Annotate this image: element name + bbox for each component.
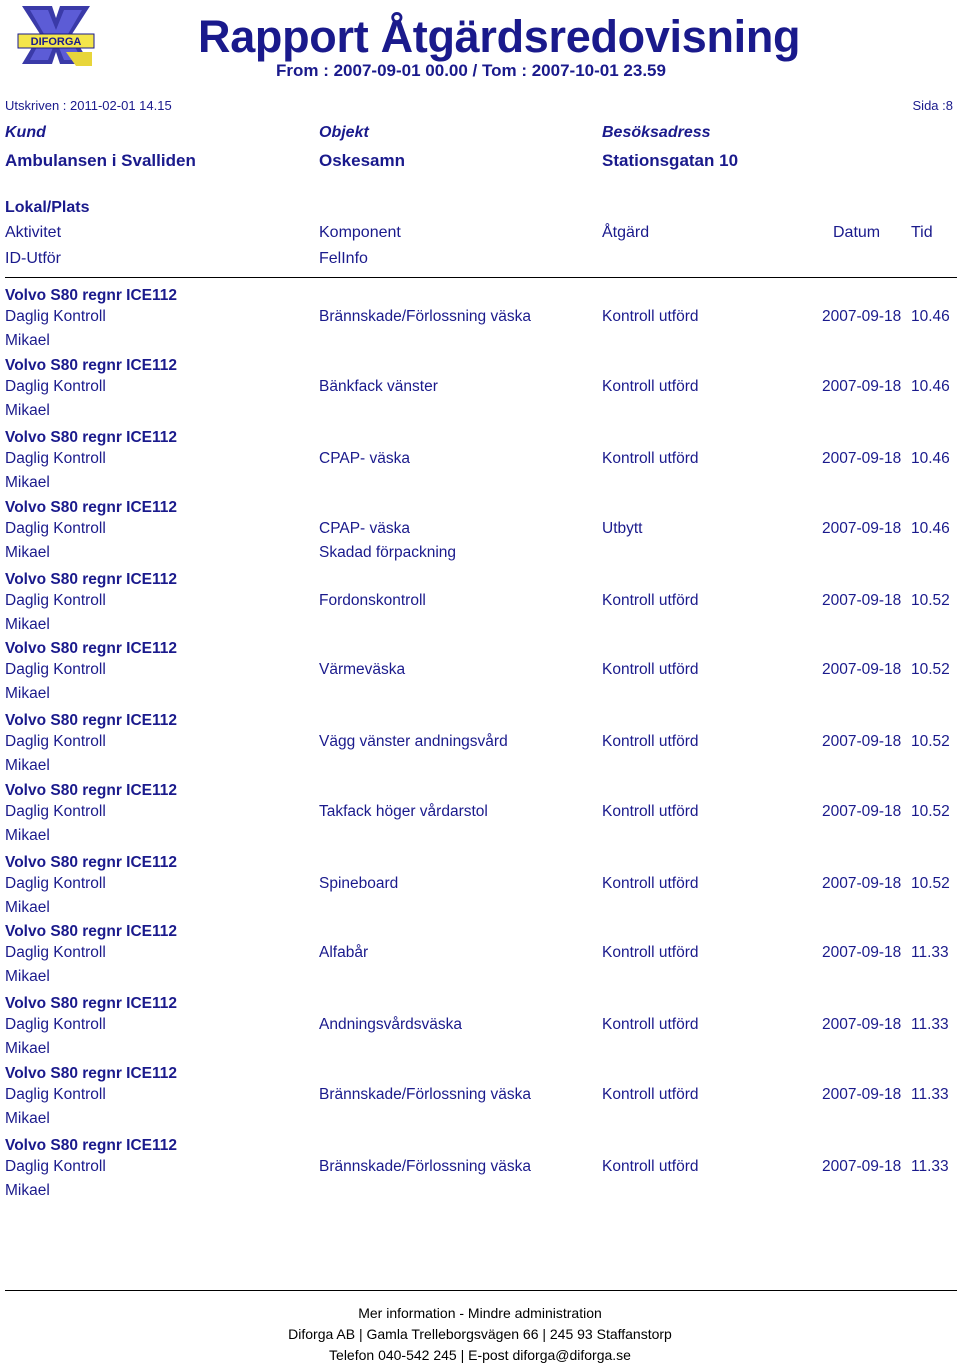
entry-component: Värmeväska (319, 661, 406, 678)
entry-time: 10.46 (911, 520, 950, 537)
list-item (0, 1066, 960, 1136)
entry-object: Volvo S80 regnr ICE112 (5, 499, 178, 516)
entry-component: Spineboard (319, 875, 399, 892)
entry-action: Kontroll utförd (602, 661, 699, 678)
entry-activity: Daglig Kontroll (5, 875, 106, 892)
entry-activity: Daglig Kontroll (5, 803, 106, 820)
list-item (0, 430, 960, 500)
list-item (0, 500, 960, 570)
entry-performer: Mikael (5, 757, 50, 774)
entry-date: 2007-09-18 (822, 450, 902, 467)
entry-fault-info: Skadad förpackning (319, 544, 457, 561)
entry-performer: Mikael (5, 544, 50, 561)
adress-label: Besöksadress (602, 124, 711, 141)
entry-time: 10.46 (911, 378, 950, 395)
entry-activity: Daglig Kontroll (5, 450, 106, 467)
list-item (0, 924, 960, 994)
entry-time: 11.33 (911, 1016, 949, 1033)
entry-activity: Daglig Kontroll (5, 308, 106, 325)
entry-date: 2007-09-18 (822, 944, 902, 961)
entry-performer: Mikael (5, 1110, 50, 1127)
footer-contact: Telefon 040-542 245 | E-post diforga@diforga.se (329, 1347, 631, 1363)
entry-action: Utbytt (602, 520, 643, 537)
entry-performer: Mikael (5, 332, 50, 349)
entry-time: 10.46 (911, 450, 950, 467)
entry-activity: Daglig Kontroll (5, 378, 106, 395)
entry-activity: Daglig Kontroll (5, 1158, 106, 1175)
entry-activity: Daglig Kontroll (5, 1016, 106, 1033)
list-item (0, 572, 960, 642)
objekt-label: Objekt (319, 124, 369, 141)
entry-action: Kontroll utförd (602, 450, 699, 467)
report-title: Rapport Åtgärdsredovisning (198, 11, 801, 62)
column-header-komponent: Komponent (319, 224, 401, 241)
footer-address: Diforga AB | Gamla Trelleborgsvägen 66 | 245 93 Staffanstorp (288, 1326, 672, 1342)
entry-performer: Mikael (5, 474, 50, 491)
entry-date: 2007-09-18 (822, 308, 902, 325)
entry-component: Brännskade/Förlossning väska (319, 1158, 531, 1175)
entry-performer: Mikael (5, 616, 50, 633)
entry-activity: Daglig Kontroll (5, 520, 106, 537)
entry-time: 10.52 (911, 803, 950, 820)
entry-performer: Mikael (5, 1182, 50, 1199)
entry-date: 2007-09-18 (822, 875, 902, 892)
entry-component: Brännskade/Förlossning väska (319, 308, 531, 325)
entry-action: Kontroll utförd (602, 378, 699, 395)
entry-object: Volvo S80 regnr ICE112 (5, 571, 178, 588)
entry-time: 10.52 (911, 733, 950, 750)
entry-time: 11.33 (911, 1086, 949, 1103)
column-header-datum: Datum (833, 224, 881, 241)
entry-object: Volvo S80 regnr ICE112 (5, 712, 178, 729)
report-period: From : 2007-09-01 00.00 / Tom : 2007-10-01 23.59 (276, 61, 666, 80)
list-item (0, 783, 960, 853)
entry-object: Volvo S80 regnr ICE112 (5, 1065, 178, 1082)
entry-date: 2007-09-18 (822, 733, 902, 750)
entry-performer: Mikael (5, 685, 50, 702)
entry-object: Volvo S80 regnr ICE112 (5, 782, 178, 799)
entry-activity: Daglig Kontroll (5, 944, 106, 961)
column-header-aktivitet: Aktivitet (5, 224, 62, 241)
list-item (0, 288, 960, 358)
entry-performer: Mikael (5, 402, 50, 419)
entry-time: 10.52 (911, 592, 950, 609)
entry-performer: Mikael (5, 1040, 50, 1057)
entry-date: 2007-09-18 (822, 1016, 902, 1033)
column-header-atgard: Åtgärd (602, 224, 650, 241)
entry-date: 2007-09-18 (822, 803, 902, 820)
entry-date: 2007-09-18 (822, 1158, 902, 1175)
entry-object: Volvo S80 regnr ICE112 (5, 640, 178, 657)
entry-action: Kontroll utförd (602, 1016, 699, 1033)
page-number: Sida :8 (912, 98, 953, 113)
entry-time: 11.33 (911, 944, 949, 961)
footer-tagline: Mer information - Mindre administration (358, 1305, 602, 1321)
entry-performer: Mikael (5, 827, 50, 844)
entry-action: Kontroll utförd (602, 1158, 699, 1175)
footer-divider (5, 1290, 957, 1291)
entry-action: Kontroll utförd (602, 733, 699, 750)
printed-timestamp: Utskriven : 2011-02-01 14.15 (5, 98, 172, 113)
entry-object: Volvo S80 regnr ICE112 (5, 1137, 178, 1154)
entry-component: Takfack höger vårdarstol (319, 803, 488, 820)
entry-action: Kontroll utförd (602, 308, 699, 325)
logo-text: DIFORGA (30, 36, 82, 48)
adress-value: Stationsgatan 10 (602, 151, 739, 170)
entry-object: Volvo S80 regnr ICE112 (5, 995, 178, 1012)
entry-activity: Daglig Kontroll (5, 1086, 106, 1103)
list-item (0, 358, 960, 428)
entry-date: 2007-09-18 (822, 378, 902, 395)
entry-component: Vägg vänster andningsvård (319, 733, 508, 750)
entry-action: Kontroll utförd (602, 875, 699, 892)
entry-object: Volvo S80 regnr ICE112 (5, 287, 178, 304)
entry-time: 10.46 (911, 308, 950, 325)
entry-date: 2007-09-18 (822, 1086, 902, 1103)
list-item (0, 855, 960, 925)
entry-component: CPAP- väska (319, 450, 411, 467)
entry-date: 2007-09-18 (822, 661, 902, 678)
entry-object: Volvo S80 regnr ICE112 (5, 357, 178, 374)
entry-action: Kontroll utförd (602, 803, 699, 820)
entry-component: CPAP- väska (319, 520, 411, 537)
entry-time: 10.52 (911, 661, 950, 678)
entry-performer: Mikael (5, 899, 50, 916)
entry-action: Kontroll utförd (602, 592, 699, 609)
entry-activity: Daglig Kontroll (5, 592, 106, 609)
column-header-lokal: Lokal/Plats (5, 199, 90, 216)
column-header-tid: Tid (911, 224, 933, 241)
column-header-id-utfor: ID-Utför (5, 250, 61, 267)
column-header-felinfo: FelInfo (319, 250, 368, 267)
entry-performer: Mikael (5, 968, 50, 985)
list-item (0, 1138, 960, 1208)
list-item (0, 641, 960, 711)
entry-object: Volvo S80 regnr ICE112 (5, 854, 178, 871)
entry-component: Fordonskontroll (319, 592, 426, 609)
entry-time: 10.52 (911, 875, 950, 892)
kund-label: Kund (5, 124, 46, 141)
entry-action: Kontroll utförd (602, 1086, 699, 1103)
entry-component: Bänkfack vänster (319, 378, 438, 395)
entry-time: 11.33 (911, 1158, 949, 1175)
entry-activity: Daglig Kontroll (5, 733, 106, 750)
entry-date: 2007-09-18 (822, 520, 902, 537)
objekt-value: Oskesamn (319, 151, 405, 170)
entry-object: Volvo S80 regnr ICE112 (5, 923, 178, 940)
entry-activity: Daglig Kontroll (5, 661, 106, 678)
entry-date: 2007-09-18 (822, 592, 902, 609)
list-item (0, 996, 960, 1066)
list-item (0, 713, 960, 783)
entry-component: Alfabår (319, 944, 369, 961)
kund-value: Ambulansen i Svalliden (5, 151, 196, 170)
entry-component: Brännskade/Förlossning väska (319, 1086, 531, 1103)
entry-object: Volvo S80 regnr ICE112 (5, 429, 178, 446)
entry-action: Kontroll utförd (602, 944, 699, 961)
entry-component: Andningsvårdsväska (319, 1016, 463, 1033)
